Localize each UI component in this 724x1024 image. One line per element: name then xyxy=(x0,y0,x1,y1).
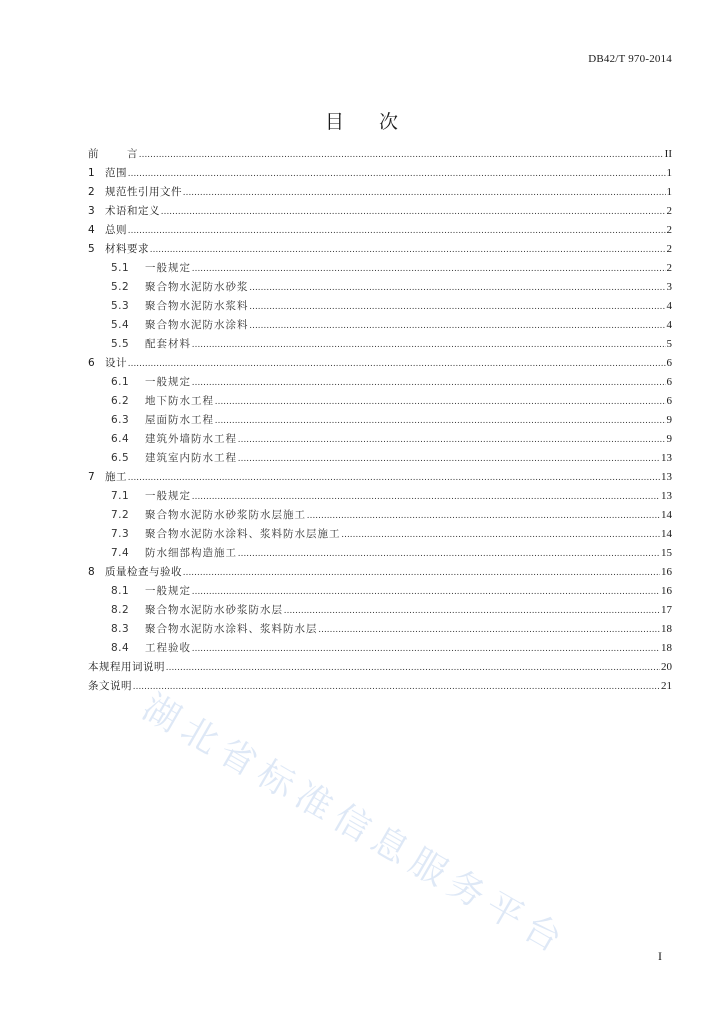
toc-entry-page: 6 xyxy=(666,395,672,407)
toc-leader-dots xyxy=(128,354,666,373)
toc-entry-number: 6.1 xyxy=(111,376,130,388)
toc-entry-label: 聚合物水泥防水涂料 xyxy=(145,319,249,331)
toc-subentry[interactable] xyxy=(88,259,672,278)
toc-leader-dots xyxy=(192,639,660,658)
toc-entry-label: 一般规定 xyxy=(145,585,191,597)
toc-entry[interactable] xyxy=(88,563,672,582)
toc-entry-label: 聚合物水泥防水涂料、浆料防水层 xyxy=(145,623,318,635)
toc-entry-number: 8.4 xyxy=(111,642,130,654)
toc-entry-label: 聚合物水泥防水砂浆 xyxy=(145,281,249,293)
toc-leader-dots xyxy=(215,392,666,411)
toc-leader-dots xyxy=(128,221,666,240)
toc-subentry[interactable] xyxy=(88,449,672,468)
toc-leader-dots xyxy=(183,563,660,582)
toc-entry-number: 8 xyxy=(88,566,95,578)
toc-entry-number: 6.5 xyxy=(111,452,130,464)
toc-entry-page: 14 xyxy=(661,509,672,521)
toc-entry-number: 5.5 xyxy=(111,338,130,350)
toc-entry-label: 聚合物水泥防水涂料、浆料防水层施工 xyxy=(145,528,341,540)
toc-subentry[interactable] xyxy=(88,297,672,316)
toc-entry-page: 16 xyxy=(661,566,672,578)
toc-entry-label: 规范性引用文件 xyxy=(105,186,182,198)
toc-subentry[interactable] xyxy=(88,525,672,544)
toc-entry[interactable] xyxy=(88,240,672,259)
toc-entry-number: 4 xyxy=(88,224,95,236)
toc-entry-number: 6.4 xyxy=(111,433,130,445)
toc-entry-page: 21 xyxy=(661,680,672,692)
toc-entry-label: 材料要求 xyxy=(105,243,149,255)
toc-subentry[interactable] xyxy=(88,335,672,354)
toc-subentry[interactable] xyxy=(88,582,672,601)
toc-entry-label: 施工 xyxy=(105,471,127,483)
toc-entry-page: 15 xyxy=(661,547,672,559)
toc-leader-dots xyxy=(192,582,660,601)
toc-leader-dots xyxy=(192,259,666,278)
toc-entry-label: 总则 xyxy=(105,224,127,236)
toc-subentry[interactable] xyxy=(88,430,672,449)
toc-entry-page: 1 xyxy=(666,186,672,198)
toc-entry-page: 2 xyxy=(666,224,672,236)
toc-entry-page: 18 xyxy=(661,642,672,654)
toc-subentry[interactable] xyxy=(88,278,672,297)
toc-entry-page: 5 xyxy=(666,338,672,350)
toc-entry-label: 防水细部构造施工 xyxy=(145,547,237,559)
toc-subentry[interactable] xyxy=(88,620,672,639)
toc-leader-dots xyxy=(319,620,661,639)
toc-subentry[interactable] xyxy=(88,411,672,430)
toc-leader-dots xyxy=(183,183,666,202)
toc-entry-number: 8.2 xyxy=(111,604,130,616)
toc-title xyxy=(0,107,724,134)
toc-entry-label: 质量检查与验收 xyxy=(105,566,182,578)
toc-entry[interactable] xyxy=(88,183,672,202)
toc-entry-label: 屋面防水工程 xyxy=(145,414,214,426)
toc-entry-page: 17 xyxy=(661,604,672,616)
toc-entry-page: 2 xyxy=(666,262,672,274)
watermark: 湖北省标准信息服务平台 xyxy=(135,686,576,965)
toc-entry-number: 8.3 xyxy=(111,623,130,635)
toc-leader-dots xyxy=(238,430,666,449)
toc-entry-number: 7.3 xyxy=(111,528,130,540)
toc-entry[interactable] xyxy=(88,164,672,183)
toc-entry-number: 7.4 xyxy=(111,547,130,559)
toc-entry-number: 2 xyxy=(88,186,95,198)
toc-entry-label: 聚合物水泥防水砂浆防水层 xyxy=(145,604,283,616)
toc-entry-page: 4 xyxy=(666,319,672,331)
toc-leader-dots xyxy=(139,145,664,164)
toc-leader-dots xyxy=(128,468,660,487)
toc-entry-number: 5 xyxy=(88,243,95,255)
toc-entry-label: 地下防水工程 xyxy=(145,395,214,407)
toc-leader-dots xyxy=(238,544,660,563)
toc-leader-dots xyxy=(250,316,666,335)
toc-subentry[interactable] xyxy=(88,373,672,392)
toc-entry-page: 4 xyxy=(666,300,672,312)
toc-entry-terms[interactable] xyxy=(88,658,672,677)
toc-entry-label: 一般规定 xyxy=(145,262,191,274)
toc-entry-page: 2 xyxy=(666,205,672,217)
toc-entry-label: 聚合物水泥防水砂浆防水层施工 xyxy=(145,509,306,521)
toc-entry-page: 13 xyxy=(661,452,672,464)
toc-entry-page: 18 xyxy=(661,623,672,635)
toc-entry-label: 条文说明 xyxy=(88,680,132,692)
toc-entry-label: 本规程用词说明 xyxy=(88,661,165,673)
toc-leader-dots xyxy=(238,449,660,468)
toc-leader-dots xyxy=(133,677,660,696)
toc-entry-number: 6 xyxy=(88,357,95,369)
toc-entry-number: 5.1 xyxy=(111,262,130,274)
toc-subentry[interactable] xyxy=(88,316,672,335)
toc-entry-preface[interactable] xyxy=(88,145,672,164)
toc-entry-number: 8.1 xyxy=(111,585,130,597)
toc-entry-number: 7.1 xyxy=(111,490,130,502)
toc-entry-label: 前 言 xyxy=(88,148,138,160)
toc-leader-dots xyxy=(161,202,666,221)
toc-entry-page: 6 xyxy=(666,357,672,369)
toc-entry[interactable] xyxy=(88,468,672,487)
toc-title-part1: 目 xyxy=(324,111,345,133)
toc-entry-number: 1 xyxy=(88,167,95,179)
table-of-contents xyxy=(88,145,672,696)
toc-subentry[interactable] xyxy=(88,639,672,658)
toc-entry-label: 建筑室内防水工程 xyxy=(145,452,237,464)
toc-entry-number: 5.3 xyxy=(111,300,130,312)
toc-entry-page: 13 xyxy=(661,471,672,483)
page-number: I xyxy=(658,949,662,963)
toc-entry-number: 7.2 xyxy=(111,509,130,521)
toc-entry-page: 14 xyxy=(661,528,672,540)
toc-leader-dots xyxy=(284,601,660,620)
toc-entry-label: 术语和定义 xyxy=(105,205,160,217)
toc-leader-dots xyxy=(128,164,666,183)
toc-leader-dots xyxy=(192,335,666,354)
toc-entry-page: II xyxy=(664,148,672,160)
toc-subentry[interactable] xyxy=(88,487,672,506)
toc-entry[interactable] xyxy=(88,221,672,240)
toc-entry-label: 配套材料 xyxy=(145,338,191,350)
toc-leader-dots xyxy=(307,506,660,525)
toc-entry-label: 聚合物水泥防水浆料 xyxy=(145,300,249,312)
toc-entry-page: 2 xyxy=(666,243,672,255)
toc-leader-dots xyxy=(342,525,661,544)
toc-subentry[interactable] xyxy=(88,506,672,525)
toc-leader-dots xyxy=(192,373,666,392)
document-code: DB42/T 970-2014 xyxy=(588,53,672,65)
toc-entry-label: 一般规定 xyxy=(145,376,191,388)
toc-entry-number: 6.2 xyxy=(111,395,130,407)
toc-entry-label: 一般规定 xyxy=(145,490,191,502)
toc-entry-page: 16 xyxy=(661,585,672,597)
toc-leader-dots xyxy=(192,487,660,506)
toc-entry-page: 1 xyxy=(666,167,672,179)
toc-entry-number: 5.2 xyxy=(111,281,130,293)
toc-title-part2: 次 xyxy=(379,111,400,133)
toc-entry-page: 13 xyxy=(661,490,672,502)
toc-entry-page: 9 xyxy=(666,414,672,426)
toc-subentry[interactable] xyxy=(88,601,672,620)
toc-entry-number: 3 xyxy=(88,205,95,217)
toc-entry-label: 范围 xyxy=(105,167,127,179)
toc-entry-number: 6.3 xyxy=(111,414,130,426)
toc-entry-page: 3 xyxy=(666,281,672,293)
toc-entry-page: 6 xyxy=(666,376,672,388)
toc-entry[interactable] xyxy=(88,202,672,221)
toc-subentry[interactable] xyxy=(88,392,672,411)
toc-subentry[interactable] xyxy=(88,544,672,563)
toc-leader-dots xyxy=(250,278,666,297)
toc-entry-page: 20 xyxy=(661,661,672,673)
toc-leader-dots xyxy=(150,240,666,259)
toc-entry[interactable] xyxy=(88,354,672,373)
toc-entry-number: 5.4 xyxy=(111,319,130,331)
toc-entry-number: 7 xyxy=(88,471,95,483)
toc-entry-label: 设计 xyxy=(105,357,127,369)
toc-entry-page: 9 xyxy=(666,433,672,445)
toc-leader-dots xyxy=(215,411,666,430)
toc-leader-dots xyxy=(166,658,660,677)
toc-entry-label: 工程验收 xyxy=(145,642,191,654)
toc-leader-dots xyxy=(250,297,666,316)
toc-entry-label: 建筑外墙防水工程 xyxy=(145,433,237,445)
